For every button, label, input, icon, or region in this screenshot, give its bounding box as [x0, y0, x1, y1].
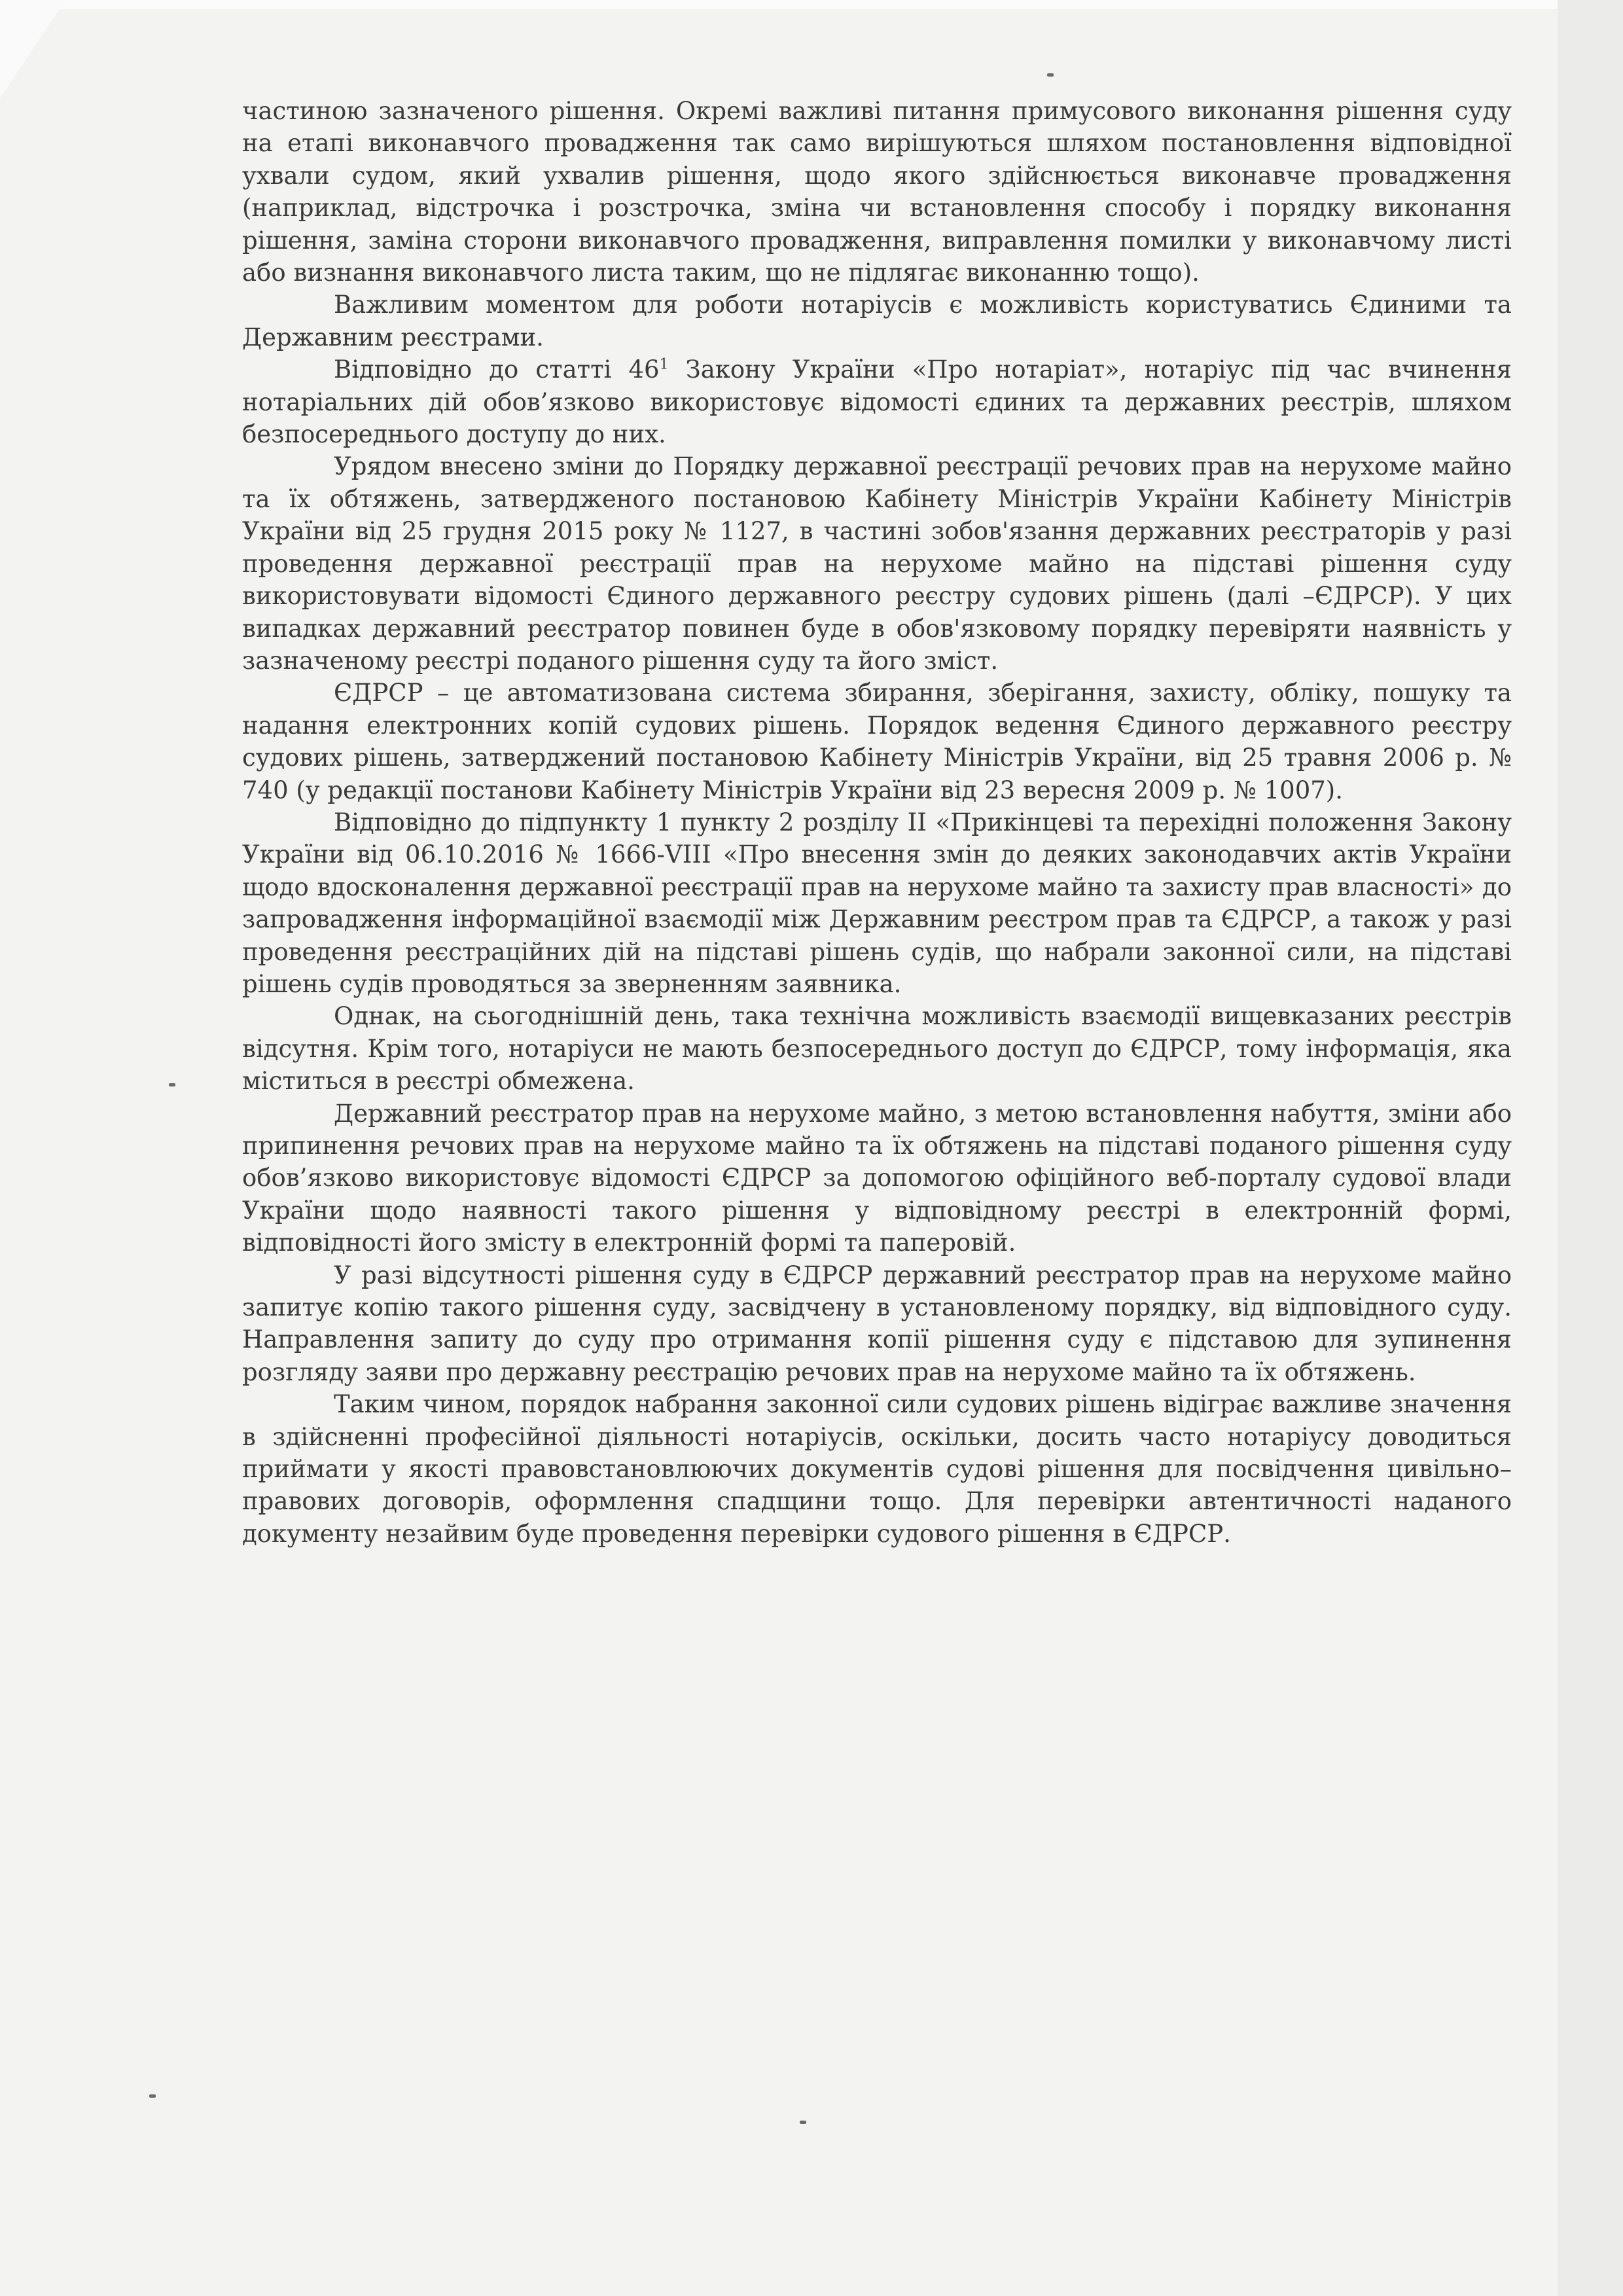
paragraph-text: Відповідно до статті 46 — [334, 355, 660, 384]
paragraph: Таким чином, порядок набрання законної сили судових рішень відіграє важливе значення в здійсненні професійної діяльності нотаріусів, оскільки, досить часто нотаріусу доводиться приймати у якості правовстановлюючих документів судові рішення для посвідчення цивільно–правових договорів, оформлення спадщини тощо. Для перевірки автентичності наданого документу незайвим буде проведення перевірки судового рішення в ЄДРСР. — [242, 1390, 1512, 1548]
paragraph: Важливим моментом для роботи нотаріусів є можливість користуватись Єдиними та Державним реєстрами. — [242, 291, 1512, 351]
article-superscript: 1 — [659, 356, 669, 373]
scan-speck — [149, 2094, 156, 2098]
scan-speck — [800, 2121, 806, 2124]
paragraph: Однак, на сьогоднішній день, така технічна можливість взаємодії вищевказаних реєстрів відсутня. Крім того, нотаріуси не мають безпосереднього доступ до ЄДРСР, тому інформація, яка міститься в реєстрі обмежена. — [242, 1002, 1512, 1096]
paragraph: ЄДРСР – це автоматизована система збирання, зберігання, захисту, обліку, пошуку та надання електронних копій судових рішень. Порядок ведення Єдиного державного реєстру судових рішень, затверджений постановою Кабінету Міністрів України, від 25 травня 2006 р. № 740 (у редакції постанови Кабінету Міністрів України від 23 вересня 2009 р. № 1007). — [242, 679, 1512, 804]
paragraph: Державний реєстратор прав на нерухоме майно, з метою встановлення набуття, зміни або припинення речових прав на нерухоме майно та їх обтяжень на підставі поданого рішення суду обов’язково використовує відомості ЄДРСР за допомогою офіційного веб-порталу судової влади України щодо наявності такого рішення у відповідному реєстрі в електронній формі, відповідності його змісту в електронній формі та паперовій. — [242, 1099, 1512, 1257]
paragraph: У разі відсутності рішення суду в ЄДРСР державний реєстратор прав на нерухоме майно запитує копію такого рішення суду, засвідчену в установленому порядку, від відповідного суду. Направлення запиту до суду про отримання копії рішення суду є підставою для зупинення розгляду заяви про державну реєстрацію речових прав на нерухоме майно та їх обтяжень. — [242, 1261, 1512, 1386]
paragraph: Урядом внесено зміни до Порядку державної реєстрації речових прав на нерухоме майно та їх обтяжень, затвердженого постановою Кабінету Міністрів України Кабінету Міністрів України від 25 грудня 2015 року № 1127, в частині зобов'язання державних реєстраторів у разі проведення державної реєстрації прав на нерухоме майно на підставі рішення суду використовувати відомості Єдиного державного реєстру судових рішень (далі –ЄДРСР). У цих випадках державний реєстратор повинен буде в обов'язковому порядку перевіряти наявність у зазначеному реєстрі поданого рішення суду та його зміст. — [242, 452, 1512, 675]
scan-top-edge — [0, 0, 1623, 9]
document-body — [242, 95, 1512, 1550]
scan-folded-corner — [0, 0, 65, 98]
scan-right-shadow — [1558, 0, 1623, 2296]
paragraph-text: Закону України «Про нотаріат», нотаріус під час вчинення нотаріальних дій обов’язково використовує відомості єдиних та державних реєстрів, шляхом безпосереднього доступу до них. — [242, 355, 1512, 449]
scan-speck — [169, 1083, 175, 1086]
paragraph — [242, 353, 1512, 450]
scan-speck — [1047, 73, 1054, 77]
paragraph: частиною зазначеного рішення. Окремі важливі питання примусового виконання рішення суду на етапі виконавчого провадження так само вирішуються шляхом постановлення відповідної ухвали судом, який ухвалив рішення, щодо якого здійснюється виконавче провадження (наприклад, відстрочка і розстрочка, зміна чи встановлення способу і порядку виконання рішення, заміна сторони виконавчого провадження, виправлення помилки у виконавчому листі або визнання виконавчого листа таким, що не підлягає виконанню тощо). — [242, 97, 1512, 287]
paragraph: Відповідно до підпункту 1 пункту 2 розділу II «Прикінцеві та перехідні положення Закону України від 06.10.2016 № 1666-VIII «Про внесення змін до деяких законодавчих актів України щодо вдосконалення державної реєстрації прав на нерухоме майно та захисту прав власності» до запровадження інформаційної взаємодії між Державним реєстром прав та ЄДРСР, а також у разі проведення реєстраційних дій на підставі рішень судів, що набрали законної сили, на підставі рішень судів проводяться за зверненням заявника. — [242, 808, 1512, 998]
